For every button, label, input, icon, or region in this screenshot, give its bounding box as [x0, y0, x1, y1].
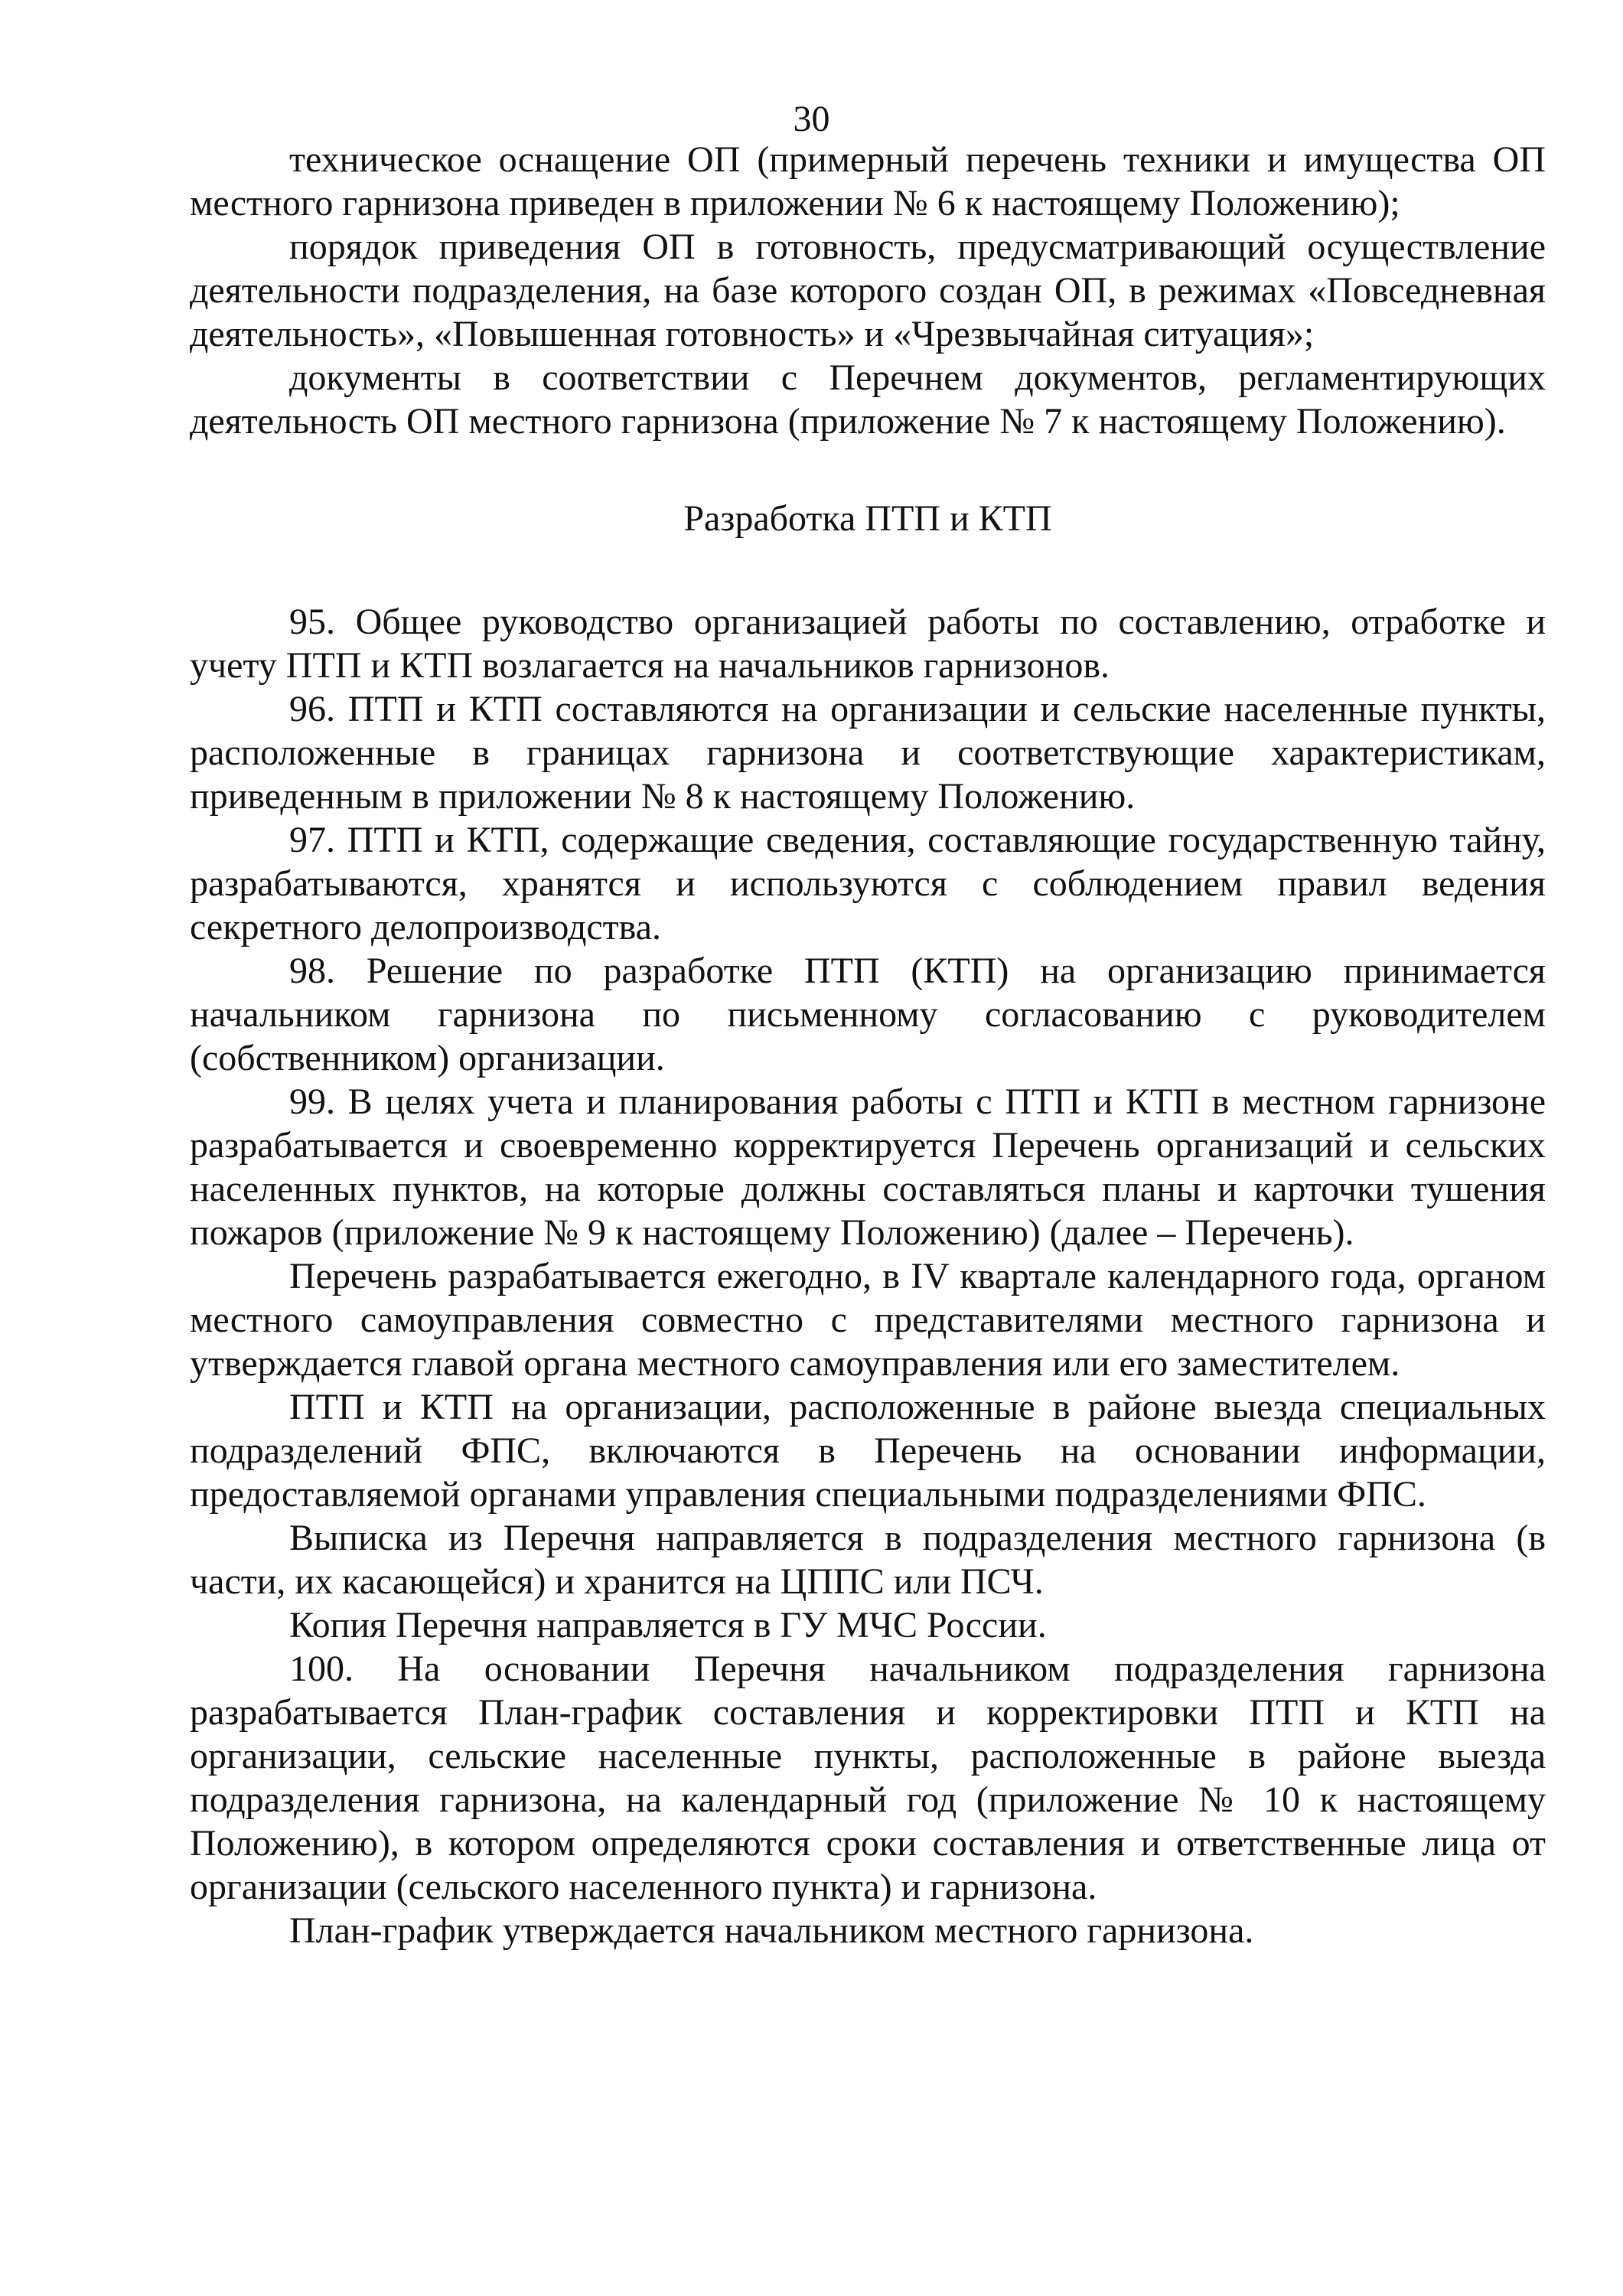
paragraph-95: 95. Общее руководство организацией работы по составлению, отработке и учету ПТП и КТП возлагается на начальников гарнизонов.: [190, 602, 1546, 686]
paragraph-99: 99. В целях учета и планирования работы с ПТП и КТП в местном гарнизоне разрабатывается и своевременно корректируется Перечень организаций и сельских населенных пунктов, на которые должны составляться планы и карточки тушения пожаров (приложение № 9 к настоящему Положению) (далее – Перечень).: [190, 1081, 1546, 1253]
paragraph: ПТП и КТП на организации, расположенные в районе выезда специальных подразделений ФПС, включаются в Перечень на основании информации, предоставляемой органами управления специальными подразделениями ФПС.: [190, 1387, 1546, 1515]
paragraph: Копия Перечня направляется в ГУ МЧС России.: [289, 1605, 1047, 1645]
paragraph-98: 98. Решение по разработке ПТП (КТП) на организацию принимается начальником гарнизона по письменному согласованию с руководителем (собственником) организации.: [190, 951, 1546, 1078]
paragraph-100: 100. На основании Перечня начальником подразделения гарнизона разрабатывается План-график составления и корректировки ПТП и КТП на организации, сельские населенные пункты, расположенные в районе выезда подразделения гарнизона, на календарный год (приложение № 10 к настоящему Положению), в котором определяются сроки составления и ответственные лица от организации (сельского населенного пункта) и гарнизона.: [190, 1649, 1546, 1907]
paragraph: документы в соответствии с Перечнем документов, регламентирующих деятельность ОП местного гарнизона (приложение № 7 к настоящему Положению).: [190, 357, 1546, 442]
paragraph: План-график утверждается начальником местного гарнизона.: [289, 1910, 1254, 1951]
paragraph-96: 96. ПТП и КТП составляются на организации и сельские населенные пункты, расположенные в границах гарнизона и соответствующие характеристикам, приведенным в приложении № 8 к настоящему Положению.: [190, 689, 1546, 817]
paragraph: Перечень разрабатывается ежегодно, в IV квартале календарного года, органом местного самоуправления совместно с представителями местного гарнизона и утверждается главой органа местного самоуправления или его заместителем.: [190, 1256, 1546, 1384]
paragraph: порядок приведения ОП в готовность, предусматривающий осуществление деятельности подразделения, на базе которого создан ОП, в режимах «Повседневная деятельность», «Повышенная готовность» и «Чрезвычайная ситуация»;: [190, 227, 1546, 354]
paragraph: техническое оснащение ОП (примерный перечень техники и имущества ОП местного гарнизона приведен в приложении № 6 к настоящему Положению);: [190, 139, 1546, 223]
paragraph: Выписка из Перечня направляется в подразделения местного гарнизона (в части, их касающейся) и хранится на ЦППС или ПСЧ.: [190, 1518, 1546, 1602]
paragraph-97: 97. ПТП и КТП, содержащие сведения, составляющие государственную тайну, разрабатываются, хранятся и используются с соблюдением правил ведения секретного делопроизводства.: [190, 820, 1546, 947]
section-heading: Разработка ПТП и КТП: [683, 498, 1052, 539]
page-number: 30: [793, 99, 830, 139]
document-body: [190, 138, 1546, 1952]
